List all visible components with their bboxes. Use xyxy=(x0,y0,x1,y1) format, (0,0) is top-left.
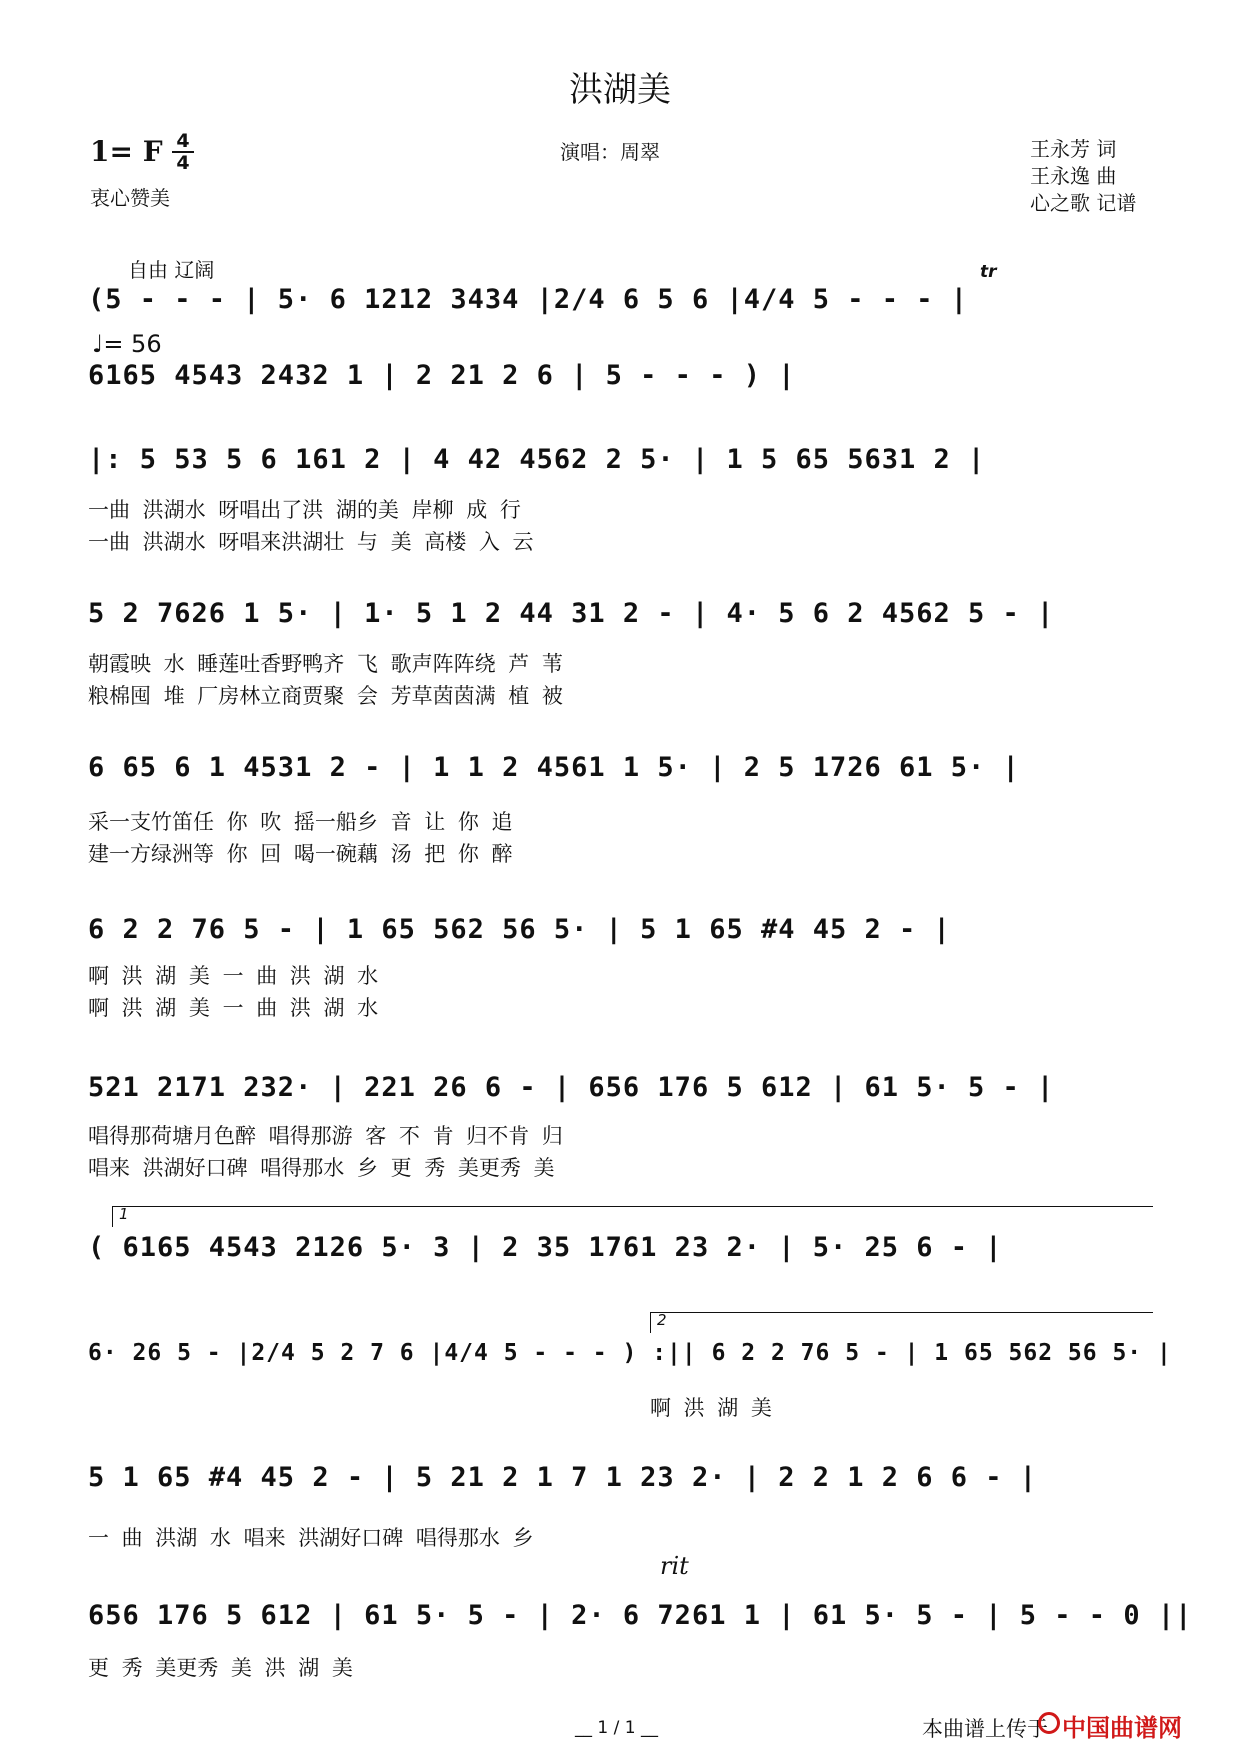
lyric-line-5-verse-2: 建一方绿洲等 你 回 喝一碗藕 汤 把 你 醉 xyxy=(88,842,513,866)
site-logo-text[interactable]: 中国曲谱网 xyxy=(1062,1714,1182,1742)
metronome-marking: ♩= 56 xyxy=(92,330,162,358)
lyric-line-4-verse-1: 朝霞映 水 睡莲吐香野鸭齐 飞 歌声阵阵绕 芦 苇 xyxy=(88,652,563,676)
lyric-line-5-verse-1: 采一支竹笛任 你 吹 摇一船乡 音 让 你 追 xyxy=(88,810,513,834)
composer-credit: 王永逸 曲 xyxy=(1030,164,1117,188)
staff-line-4: 5 2 7626 1 5· | 1· 5 1 2 44 31 2 - | 4· 5 6 2 4562 5 - | xyxy=(88,598,1055,629)
transcriber-credit: 心之歌 记谱 xyxy=(1030,191,1137,215)
staff-line-8: ( 6165 4543 2126 5· 3 | 2 35 1761 23 2· | 5· 25 6 - | xyxy=(88,1232,1003,1263)
meter-bottom: 4 xyxy=(176,152,190,174)
song-title: 洪湖美 xyxy=(569,70,671,110)
credits-block xyxy=(1030,136,1136,217)
lyric-line-10: 一 曲 洪湖 水 唱来 洪湖好口碑 唱得那水 乡 xyxy=(88,1526,534,1550)
staff-line-9: 6· 26 5 - |2/4 5 2 7 6 |4/4 5 - - - ) :|| 6 2 2 76 5 - | 1 65 562 56 5· | xyxy=(88,1340,1172,1366)
staff-line-1: (5 - - - | 5· 6 1212 3434 |2/4 6 5 6 |4/4 5 - - - | xyxy=(88,284,969,315)
page-number: __ 1 / 1 __ xyxy=(575,1718,658,1738)
ritardando-mark: rit xyxy=(660,1552,689,1580)
time-signature xyxy=(170,131,196,173)
lyric-line-9: 啊 洪 湖 美 xyxy=(650,1396,772,1420)
volta-number-1: 1 xyxy=(119,1205,129,1223)
staff-line-11: 656 176 5 612 | 61 5· 5 - | 2· 6 7261 1 | 61 5· 5 - | 5 - - 0 || xyxy=(88,1600,1193,1631)
lyric-line-3-verse-2: 一曲 洪湖水 呀唱来洪湖壮 与 美 高楼 入 云 xyxy=(88,530,534,554)
trill-mark: tr xyxy=(980,262,997,282)
key-signature: 1= F xyxy=(90,135,163,168)
meter-top: 4 xyxy=(176,130,190,152)
staff-line-2: 6165 4543 2432 1 | 2 21 2 6 | 5 - - - ) | xyxy=(88,360,796,391)
upload-notice: 本曲谱上传于 xyxy=(922,1717,1048,1741)
volta-bracket-1 xyxy=(112,1206,1153,1227)
volta-number-2: 2 xyxy=(657,1311,667,1329)
lyric-line-7-verse-1: 唱得那荷塘月色醉 唱得那游 客 不 肯 归不肯 归 xyxy=(88,1124,563,1148)
lyric-line-3-verse-1: 一曲 洪湖水 呀唱出了洪 湖的美 岸柳 成 行 xyxy=(88,498,521,522)
staff-line-3: |: 5 53 5 6 161 2 | 4 42 4562 2 5· | 1 5 65 5631 2 | xyxy=(88,444,986,475)
lyric-line-4-verse-2: 粮棉囤 堆 厂房林立商贾聚 会 芳草茵茵满 植 被 xyxy=(88,684,563,708)
lyric-line-7-verse-2: 唱来 洪湖好口碑 唱得那水 乡 更 秀 美更秀 美 xyxy=(88,1156,555,1180)
staff-line-5: 6 65 6 1 4531 2 - | 1 1 2 4561 1 5· | 2 5 1726 61 5· | xyxy=(88,752,1020,783)
volta-bracket-2 xyxy=(650,1312,1153,1333)
lyric-line-11: 更 秀 美更秀 美 洪 湖 美 xyxy=(88,1656,353,1680)
style-marking: 衷心赞美 xyxy=(90,186,170,210)
expression-marking: 自由 辽阔 xyxy=(128,258,215,282)
lyricist-credit: 王永芳 词 xyxy=(1030,137,1117,161)
lyric-line-6-verse-2: 啊 洪 湖 美 一 曲 洪 湖 水 xyxy=(88,996,379,1020)
staff-line-7: 521 2171 232· | 221 26 6 - | 656 176 5 612 | 61 5· 5 - | xyxy=(88,1072,1055,1103)
staff-line-6: 6 2 2 76 5 - | 1 65 562 56 5· | 5 1 65 #4 45 2 - | xyxy=(88,914,951,945)
staff-line-10: 5 1 65 #4 45 2 - | 5 21 2 1 7 1 23 2· | 2 2 1 2 6 6 - | xyxy=(88,1462,1038,1493)
site-logo-icon xyxy=(1038,1712,1060,1734)
lyric-line-6-verse-1: 啊 洪 湖 美 一 曲 洪 湖 水 xyxy=(88,964,379,988)
singer-credit: 演唱：周翠 xyxy=(560,140,660,164)
